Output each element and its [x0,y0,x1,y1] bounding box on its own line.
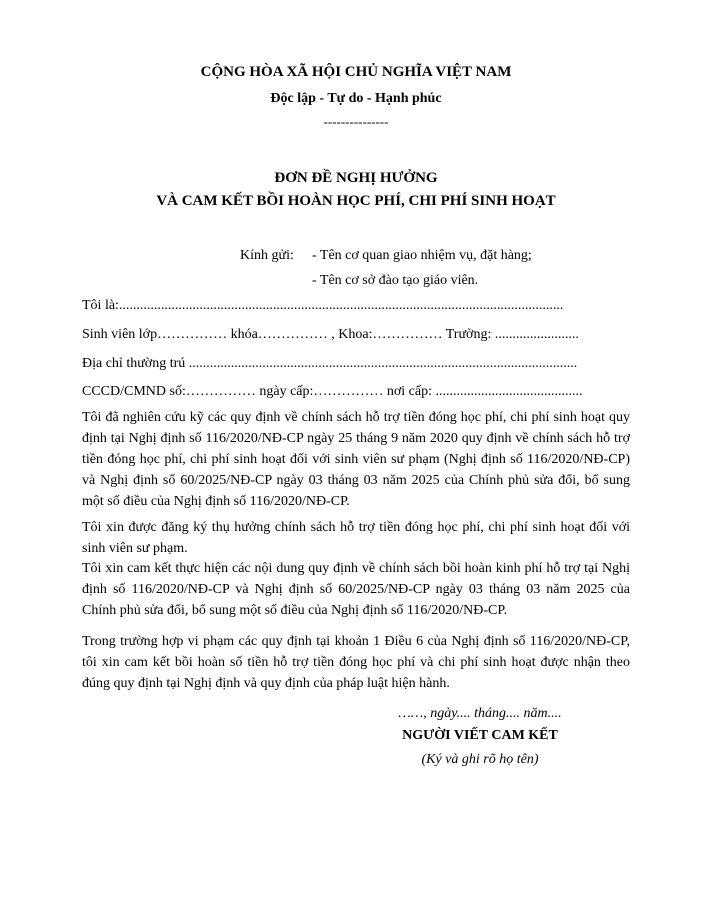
commitment-paragraph: Tôi xin cam kết thực hiện các nội dung quy định về chính sách bồi hoàn kinh phí hỗ trợ tại Nghị định số 116/2020/NĐ-CP và Nghị định số 60/2025/NĐ-CP ngày 03 tháng 03 năm 2025 của Chính phủ sửa đổi, bổ sung một số điều của Nghị định số 116/2020/NĐ-CP. [82,561,630,618]
address-field-line: Địa chỉ thường trú ............................................................................................................... [82,356,578,371]
name-field-line: Tôi là:............................................................................................................................... [82,298,564,313]
signature-title: NGƯỜI VIẾT CAM KẾT [402,728,558,743]
national-title: CỘNG HÒA XÃ HỘI CHỦ NGHĨA VIỆT NAM [200,64,512,80]
header-separator: --------------- [323,114,389,129]
recipient-item: - Tên cơ sở đào tạo giáo viên. [312,273,479,288]
signature-date-line: ……, ngày.... tháng.... năm.... [398,706,562,721]
document-title-line-2: VÀ CAM KẾT BỒI HOÀN HỌC PHÍ, CHI PHÍ SINH HOẠT [156,193,556,209]
commitment-paragraph: Tôi xin được đăng ký thụ hưởng chính sách hỗ trợ tiền đóng học phí, chi phí sinh hoạt đối với sinh viên sư phạm. [82,520,630,556]
id-card-field-line: CCCD/CMND số:…………… ngày cấp:…………… nơi cấp: .......................................... [82,384,583,399]
commitment-paragraph: Tôi đã nghiên cứu kỹ các quy định về chính sách hỗ trợ tiền đóng học phí, chi phí sinh hoạt quy định tại Nghị định số 116/2020/NĐ-CP ngày 25 tháng 9 năm 2020 quy định về chính sách hỗ trợ tiền đóng học phí, chi phí sinh hoạt đối với sinh viên sư phạm (Nghị định số 116/2020/NĐ-CP) và Nghị định số 60/2025/NĐ-CP ngày 03 tháng 03 năm 2025 của Chính phủ sửa đổi, bổ sung một số điều của Nghị định số 116/2020/NĐ-CP. [82,410,630,509]
recipients-list [312,243,532,293]
document-title-line-1: ĐƠN ĐỀ NGHỊ HƯỞNG [274,170,438,186]
recipients-label: Kính gửi: [240,248,294,263]
recipient-item: - Tên cơ quan giao nhiệm vụ, đặt hàng; [312,248,532,263]
signature-note: (Ký và ghi rõ họ tên) [421,752,539,767]
commitment-paragraph: Trong trường hợp vi phạm các quy định tại khoản 1 Điều 6 của Nghị định số 116/2020/NĐ-CP, tôi xin cam kết bồi hoàn số tiền hỗ trợ tiền đóng học phí và chi phí sinh hoạt được nhận theo đúng quy định tại Nghị định và quy định của pháp luật hiện hành. [82,634,630,691]
student-info-field-line: Sinh viên lớp…………… khóa…………… , Khoa:…………… Trường: ........................ [82,327,579,342]
national-motto: Độc lập - Tự do - Hạnh phúc [270,91,442,106]
